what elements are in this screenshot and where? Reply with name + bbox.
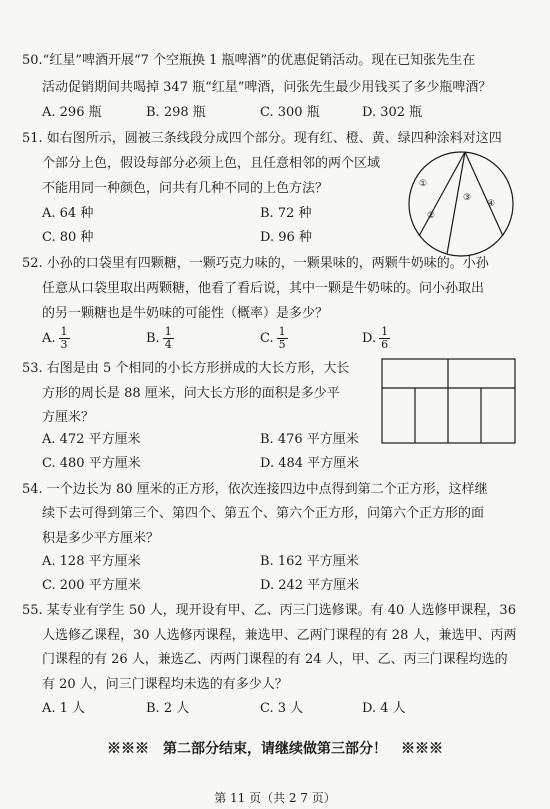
q52-option-a-letter: A. (42, 331, 56, 346)
q51-option-a: A. 64 种 (42, 206, 94, 221)
q50-line-1: 50.“红星”啤酒开展“7 个空瓶换 1 瓶啤酒”的优惠促销活动。现在已知张先生在 (22, 53, 476, 68)
q55-option-d: D. 4 人 (362, 701, 406, 716)
q50-option-a: A. 296 瓶 (42, 105, 102, 120)
q51-option-d: D. 96 种 (260, 230, 312, 245)
q52-option-c-letter: C. (260, 331, 274, 346)
region-label-1: ① (419, 179, 428, 189)
q55-line-3: 门课程的有 26 人，兼选乙、丙两门课程的有 24 人，甲、乙、丙三门课程均选的 (42, 652, 508, 667)
q53-line-3: 方厘米？ (42, 410, 95, 425)
q51-line-1: 51. 如右图所示，圆被三条线段分成四个部分。现有红、橙、黄、绿四种涂料对这四 (22, 131, 502, 146)
region-label-3: ③ (463, 193, 472, 203)
region-label-2: ② (427, 211, 436, 221)
q52-option-d (362, 326, 390, 351)
q52-option-d-num: 1 (381, 325, 389, 338)
q51-option-c: C. 80 种 (42, 230, 94, 245)
q55-option-b: B. 2 人 (146, 701, 190, 716)
q52-option-b-den: 4 (164, 338, 172, 351)
q55-line-2: 人选修乙课程，30 人选修丙课程，兼选甲、乙两门课程的有 28 人，兼选甲、丙两 (42, 628, 517, 643)
q54-option-c: C. 200 平方厘米 (42, 578, 141, 593)
q51-option-b: B. 72 种 (260, 206, 312, 221)
q54-line-1: 54. 一个边长为 80 厘米的正方形，依次连接四边中点得到第二个正方形，这样继 (22, 482, 488, 497)
q50-line-2: 活动促销期间共喝掉 347 瓶“红星”啤酒，问张先生最少用钱买了多少瓶啤酒？ (42, 80, 492, 95)
q52-option-b-num: 1 (164, 325, 172, 338)
q52-option-b (146, 326, 174, 351)
q55-line-1: 55. 某专业有学生 50 人，现开设有甲、乙、丙三门选修课。有 40 人选修甲课程，36 (22, 603, 516, 618)
q52-line-3: 的另一颗糖也是牛奶味的可能性（概率）是多少？ (42, 306, 329, 321)
q53-option-b: B. 476 平方厘米 (260, 432, 359, 447)
q50-option-b: B. 298 瓶 (146, 105, 206, 120)
q52-option-c (260, 326, 288, 351)
q55-line-4: 有 20 人，问三门课程均未选的有多少人？ (42, 677, 288, 692)
q50-option-c: C. 300 瓶 (260, 105, 320, 120)
q53-line-1: 53. 右图是由 5 个相同的小长方形拼成的大长方形，大长 (22, 361, 350, 376)
q53-line-2: 方形的周长是 88 厘米，问大长方形的面积是多少平 (42, 386, 340, 401)
q52-option-b-letter: B. (146, 331, 160, 346)
q54-option-d: D. 242 平方厘米 (260, 578, 360, 593)
q52-option-a-num: 1 (60, 325, 68, 338)
q50-option-d: D. 302 瓶 (362, 105, 423, 120)
page-number: 第 11 页（共 2 7 页） (214, 791, 336, 805)
q54-option-b: B. 162 平方厘米 (260, 554, 359, 569)
section-end-notice: ※※※ 第二部分结束，请继续做第三部分！ ※※※ (107, 741, 443, 757)
rectangle-diagram (380, 357, 517, 445)
q51-line-2: 个部分上色，假设每部分必须上色，且任意相邻的两个区域 (42, 156, 381, 171)
q53-option-d: D. 484 平方厘米 (260, 456, 360, 471)
q52-option-a (42, 326, 70, 351)
q55-option-c: C. 3 人 (260, 701, 304, 716)
q54-option-a: A. 128 平方厘米 (42, 554, 141, 569)
q52-option-a-den: 3 (60, 338, 68, 351)
q53-option-a: A. 472 平方厘米 (42, 432, 141, 447)
q52-line-1: 52. 小孙的口袋里有四颗糖，一颗巧克力味的，一颗果味的，两颗牛奶味的。小孙 (22, 256, 489, 271)
q52-option-d-letter: D. (362, 331, 377, 346)
q54-line-2: 续下去可得到第三个、第四个、第五个、第六个正方形，问第六个正方形的面 (42, 506, 485, 521)
q52-option-d-den: 6 (381, 338, 389, 351)
q51-line-3: 不能用同一种颜色，问共有几种不同的上色方法？ (42, 181, 329, 196)
q52-line-2: 任意从口袋里取出两颗糖，他看了看后说，其中一颗是牛奶味的。问小孙取出 (42, 281, 485, 296)
circle-diagram (405, 148, 517, 260)
q55-option-a: A. 1 人 (42, 701, 86, 716)
q54-line-3: 积是多少平方厘米？ (42, 531, 160, 546)
region-label-4: ④ (487, 199, 496, 209)
q53-option-c: C. 480 平方厘米 (42, 456, 141, 471)
q52-option-c-den: 5 (278, 338, 286, 351)
q52-option-c-num: 1 (278, 325, 286, 338)
